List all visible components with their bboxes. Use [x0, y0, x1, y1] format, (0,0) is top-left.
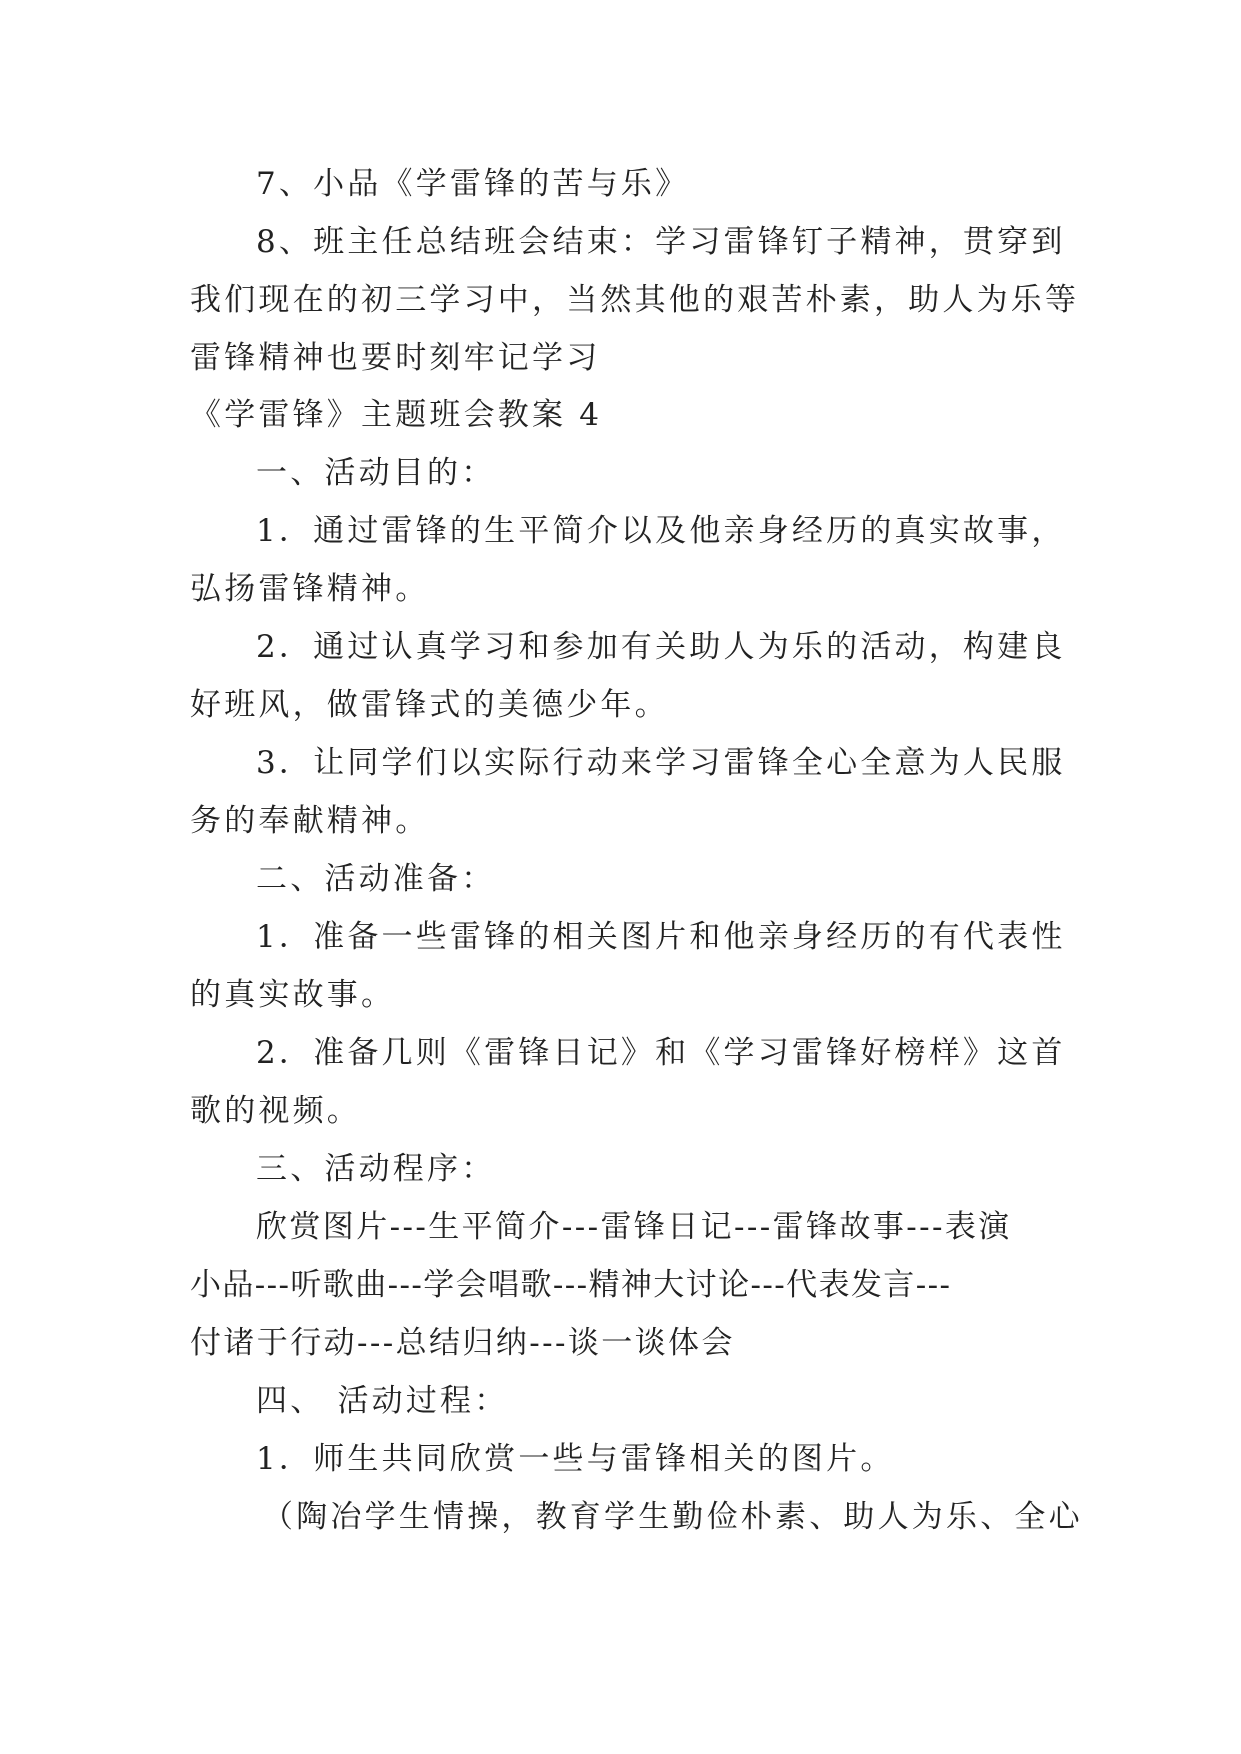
- paragraph-line: 付诸于行动---总结归纳---谈一谈体会: [190, 1325, 735, 1361]
- paragraph-line: 歌的视频。: [190, 1093, 361, 1129]
- section-title: 《学雷锋》主题班会教案 4: [190, 397, 603, 433]
- list-item-2: 2．通过认真学习和参加有关助人为乐的活动，构建良: [256, 629, 1066, 665]
- list-item-3: 3．让同学们以实际行动来学习雷锋全心全意为人民服: [256, 745, 1066, 781]
- list-item-1: 1．准备一些雷锋的相关图片和他亲身经历的有代表性: [256, 919, 1066, 955]
- list-item-1: 1．通过雷锋的生平简介以及他亲身经历的真实故事，: [256, 513, 1066, 549]
- paragraph-line: 雷锋精神也要时刻牢记学习: [190, 340, 601, 376]
- list-item-2: 2．准备几则《雷锋日记》和《学习雷锋好榜样》这首: [256, 1035, 1066, 1071]
- paragraph-line: 欣赏图片---生平简介---雷锋日记---雷锋故事---表演: [256, 1209, 1012, 1245]
- heading-activity-purpose: 一、活动目的：: [256, 455, 496, 491]
- heading-activity-process: 四、 活动过程：: [256, 1383, 509, 1419]
- paragraph-line: （陶冶学生情操，教育学生勤俭朴素、助人为乐、全心: [262, 1499, 1083, 1535]
- list-item-1: 1．师生共同欣赏一些与雷锋相关的图片。: [256, 1441, 895, 1477]
- paragraph-line: 的真实故事。: [190, 977, 396, 1013]
- paragraph-line: 弘扬雷锋精神。: [190, 571, 430, 607]
- list-item-7: 7、小品《学雷锋的苦与乐》: [256, 166, 690, 202]
- paragraph-line: 好班风，做雷锋式的美德少年。: [190, 687, 669, 723]
- paragraph-line: 务的奉献精神。: [190, 803, 430, 839]
- paragraph-line: 小品---听歌曲---学会唱歌---精神大讨论---代表发言---: [190, 1267, 952, 1303]
- heading-activity-procedure: 三、活动程序：: [256, 1151, 496, 1187]
- paragraph-line: 我们现在的初三学习中，当然其他的艰苦朴素，助人为乐等: [190, 282, 1080, 318]
- list-item-8: 8、班主任总结班会结束：学习雷锋钉子精神，贯穿到: [256, 224, 1066, 260]
- heading-activity-preparation: 二、活动准备：: [256, 861, 496, 897]
